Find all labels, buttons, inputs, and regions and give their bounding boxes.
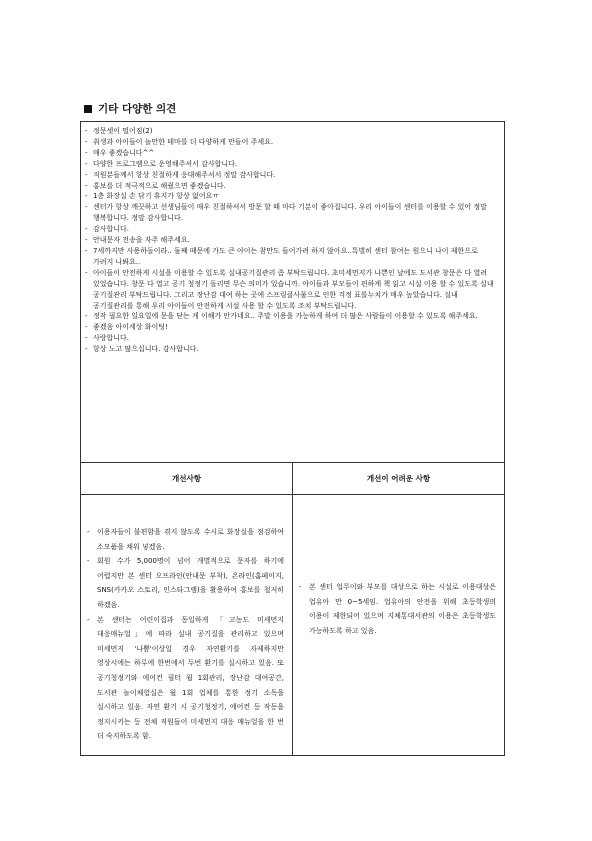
comments-list — [85, 126, 498, 355]
list-item: - 취생과 아이들이 놀만한 테마를 더 다양하게 만들어 주세요. — [85, 137, 498, 148]
list-item: - 좋겠음 아이세상 화이팅! — [85, 322, 498, 333]
opinion-table — [80, 121, 505, 756]
improvement-body — [81, 495, 292, 744]
list-item: - 다양한 프로그램으로 운영해주셔서 감사합니다. — [85, 159, 498, 170]
list-item: - 회원 수가 5,000명이 넘어 개별적으로 문자를 하기에 어렵지만 본 센터 오프라인(안내문 부착), 온라인(홈페이지, SNS(카카오 스토리, 인스타그램)을 활용하여 홍보를 철저히 하겠음. — [87, 554, 284, 612]
list-item: - 센터가 항상 깨끗하고 선생님들이 매우 친절하셔서 방문 할 때 마다 기분이 좋아집니다. 우리 아이들이 센터를 이용할 수 있어 정말 행복합니다. 정말 감사합니다. — [85, 202, 498, 224]
improvement-list — [87, 525, 284, 744]
improvement-header: 개선사항 — [81, 463, 292, 495]
list-item: - 본 센터 업무이와 부모를 대상으로 하는 시설로 이용대상은 업유아 만 0~5세임. 업유아의 안전을 위해 초등학생의 이용이 제한되어 있으며 지체통대서관의 이용은 초등학생도 가능하도록 하고 있음. — [299, 580, 496, 638]
difficult-column — [293, 463, 504, 755]
list-item: - 7세까지만 사용하돌이라.. 둘째 때문에 가도 큰 아이는 참만도 들어가려 하지 않아요..특별히 센터 참여는 원으니 나이 제한으로 가려지 나봐요.. — [85, 246, 498, 268]
list-item: - 항상 노고 많으십니다. 감사합니다. — [85, 344, 498, 355]
list-item: - 사랑합니다. — [85, 333, 498, 344]
list-item: - 직원분들께서 항상 친절하게 응대해주셔서 정말 감사합니다. — [85, 170, 498, 181]
list-item: - 아이들이 안전하게 시설을 이용할 수 있도록 실내공기질관리 좀 부탁드립니다. 초미세먼지가 나쁜인 날에도 도서관 창문은 다 열려 있었습니다. 창문 다 열고 공기 청정기 돌리면 무슨 의미가 있습니까. 아이들과 부모들이 편하게 책 읽고 시설 이용 할 수 있도록 실내 공기질관리 부탁드립니다. 그리고 장난감 대여 하는 곳에 스프링클사물으로 인한 걱정 표를누치가 매우 높았습니다. 실내 공기질관리를 통해 우리 아이들이 안전하게 시설 사용 할 수 있도록 조치 부탁드립니다. — [85, 268, 498, 312]
square-bullet-icon — [84, 105, 92, 113]
list-item: - 이용자들이 불편함을 겪지 않도록 수시로 화장실을 점검하여 소모품을 채워 넣겠음. — [87, 525, 284, 554]
improvement-column — [81, 463, 293, 755]
list-item: - 매우 좋겠습니다^^ — [85, 148, 498, 159]
list-item: - 홍보를 더 적극적으로 해줬으면 좋겠습니다. — [85, 181, 498, 192]
difficult-body — [293, 495, 504, 638]
list-item: - 본 센터는 어린이집과 동일하게 「고농도 미세먼지 대응매뉴얼」에 따라 실내 공기질을 관리하고 있으며 미세먼지 '나쁨'이상일 경우 자연환기를 자제하지만 영상시에는 하루에 한번에서 두번 환기를 실시하고 있음. 또 공기청정기와 에어컨 필터 월 1회관리, 장난감 대여공간, 도서관 놀이체험실은 월 1회 업체를 통한 정기 소독을 실시하고 있음. 자연 환기 시 공기청정기, 에어컨 등 작동을 정지시키는 등 전체 직원들이 미세먼지 대응 매뉴얼을 한 번 더 숙지하도록 함. — [87, 613, 284, 744]
comments-cell — [81, 122, 504, 463]
section-heading — [84, 101, 176, 116]
section-title: 기타 다양한 의견 — [98, 103, 177, 115]
list-item: - 감사합니다. — [85, 224, 498, 235]
difficult-list — [299, 580, 496, 638]
list-item: - 안내문자 전송을 자주 해주세요. — [85, 235, 498, 246]
difficult-header: 개선이 어려운 사항 — [293, 463, 504, 495]
list-item: - 정작 필요한 일요일에 문을 닫는 게 이해가 안가네요.. 주말 이용을 가능하게 하여 더 많은 사람들이 이용할 수 있도록 해주세요. — [85, 311, 498, 322]
list-item: - 1층 화장실 손 닦기 휴지가 항상 없어요ㅠ — [85, 191, 498, 202]
response-columns — [81, 463, 504, 755]
list-item: - 정문셋이 떨어짐(2) — [85, 126, 498, 137]
